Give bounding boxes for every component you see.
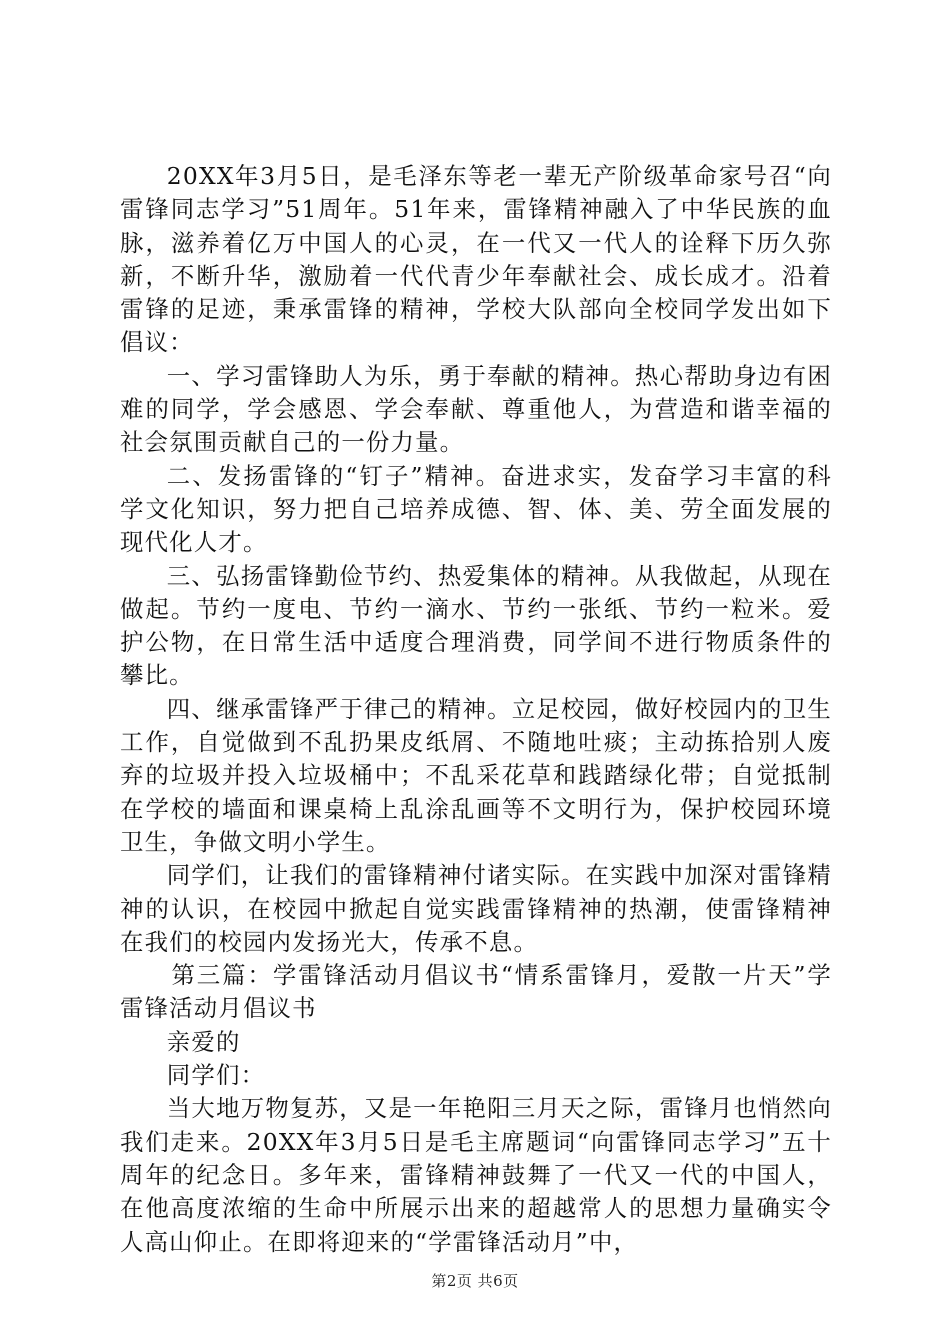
intro-paragraph: 20XX年3月5日，是毛泽东等老一辈无产阶级革命家号召“向雷锋同志学习”51周年。51年来，雷锋精神融入了中华民族的血脉，滋养着亿万中国人的心灵，在一代又一代人的诠释下历久弥新，不断升华，激励着一代代青少年奉献社会、成长成才。沿着雷锋的足迹，秉承雷锋的精神，学校大队部向全校同学发出如下倡议：: [120, 162, 832, 357]
closing-paragraph: 当大地万物复苏，又是一年艳阳三月天之际，雷锋月也悄然向我们走来。20XX年3月5日是毛主席题词“向雷锋同志学习”五十周年的纪念日。多年来，雷锋精神鼓舞了一代又一代的中国人，在他高度浓缩的生命中所展示出来的超越常人的思想力量确实令人高山仰止。在即将迎来的“学雷锋活动月”中，: [120, 1094, 832, 1256]
proposal-item-3: 三、弘扬雷锋勤俭节约、热爱集体的精神。从我做起，从现在做起。节约一度电、节约一滴水、节约一张纸、节约一粒米。爱护公物，在日常生活中适度合理消费，同学间不进行物质条件的攀比。: [120, 561, 832, 690]
proposal-item-2: 二、发扬雷锋的“钉子”精神。奋进求实，发奋学习丰富的科学文化知识，努力把自己培养成德、智、体、美、劳全面发展的现代化人才。: [120, 461, 832, 557]
document-body: [120, 160, 832, 1259]
proposal-item-1: 一、学习雷锋助人为乐，勇于奉献的精神。热心帮助身边有困难的同学，学会感恩、学会奉献、尊重他人，为营造和谐幸福的社会氛围贡献自己的一份力量。: [120, 361, 832, 457]
call-to-action-paragraph: 同学们，让我们的雷锋精神付诸实际。在实践中加深对雷锋精神的认识，在校园中掀起自觉实践雷锋精神的热潮，使雷锋精神在我们的校园内发扬光大，传承不息。: [120, 861, 832, 956]
salutation-line-1: 亲爱的: [166, 1027, 241, 1056]
page-number-footer: 第2页 共6页: [431, 1272, 519, 1290]
salutation-line-2: 同学们：: [166, 1061, 266, 1090]
section-heading: 第三篇：学雷锋活动月倡议书“情系雷锋月，爱散一片天”学雷锋活动月倡议书: [120, 961, 832, 1023]
proposal-item-4: 四、继承雷锋严于律己的精神。立足校园，做好校园内的卫生工作，自觉做到不乱扔果皮纸屑、不随地吐痰；主动拣拾别人废弃的垃圾并投入垃圾桶中；不乱采花草和践踏绿化带；自觉抵制在学校的墙面和课桌椅上乱涂乱画等不文明行为，保护校园环境卫生，争做文明小学生。: [120, 694, 832, 856]
